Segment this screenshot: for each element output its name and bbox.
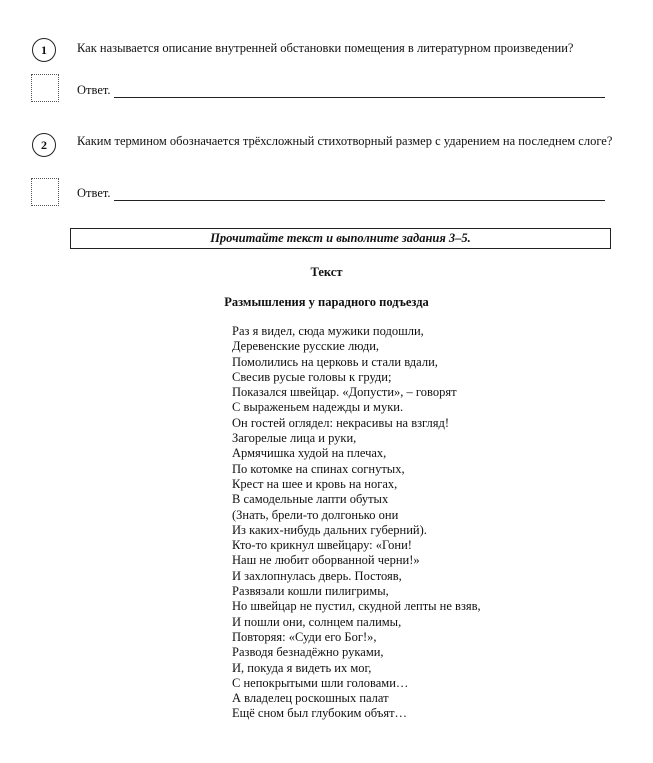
answer-row-2 (77, 186, 605, 201)
task-number-label: 2 (41, 137, 47, 152)
answer-label: Ответ. (77, 186, 111, 200)
poem-line: В самодельные лапти обутых (232, 492, 389, 507)
poem-line: Наш не любит оборванной черни!» (232, 553, 420, 568)
text-heading: Текст (310, 265, 343, 279)
poem-line: Показался швейцар. «Допусти», – говорят (232, 385, 457, 400)
poem-line: Ещё сном был глубоким объят… (232, 706, 408, 721)
poem-line: По котомке на спинах согнутых, (232, 461, 405, 476)
poem-line: Повторяя: «Суди его Бог!», (232, 629, 377, 644)
task-1-question: Как называется описание внутренней обстановки помещения в литературном произведении? (77, 41, 574, 55)
poem-line: Раз я видел, сюда мужики подошли, (232, 324, 424, 338)
poem-line: И, покуда я видеть их мог, (232, 660, 372, 675)
poem-line: Помолились на церковь и стали вдали, (232, 354, 438, 369)
answer-line-1[interactable] (114, 86, 605, 98)
task-number-2 (32, 133, 56, 157)
poem-line: Из каких-нибудь дальних губерний). (232, 522, 427, 537)
poem-line: Он гостей оглядел: некрасивы на взгляд! (232, 415, 450, 430)
answer-label: Ответ. (77, 83, 111, 97)
poem-line: Разводя безнадёжно руками, (232, 645, 384, 660)
task-number-label: 1 (41, 42, 47, 57)
poem-line: Кто-то крикнул швейцару: «Гони! (232, 538, 412, 553)
poem-line: Загорелые лица и руки, (232, 431, 357, 446)
poem-line: И пошли они, солнцем палимы, (232, 614, 402, 629)
poem-text (232, 324, 481, 722)
answer-box-1[interactable] (31, 74, 59, 102)
poem-line: Свесив русые головы к груди; (232, 369, 392, 384)
task-number-1 (32, 38, 56, 62)
poem-line: С выраженьем надежды и муки. (232, 400, 404, 415)
poem-line: Крест на шее и кровь на ногах, (232, 476, 398, 491)
poem-line: Армячишка худой на плечах, (232, 446, 387, 461)
poem-line: А владелец роскошных палат (232, 691, 389, 706)
poem-line: (Знать, брели-то долгонько они (232, 507, 399, 522)
poem-line: С непокрытыми шли головами… (232, 675, 409, 690)
poem-line: И захлопнулась дверь. Постояв, (232, 568, 402, 583)
poem-title: Размышления у парадного подъезда (224, 295, 429, 309)
instruction-box: Прочитайте текст и выполните задания 3–5. (70, 228, 611, 249)
answer-row-1 (77, 83, 605, 98)
answer-line-2[interactable] (114, 189, 605, 201)
answer-box-2[interactable] (31, 178, 59, 206)
task-2-question: Каким термином обозначается трёхсложный стихотворный размер с ударением на последнем слоге? (77, 134, 613, 148)
poem-line: Деревенские русские люди, (232, 339, 380, 354)
poem-line: Развязали кошли пилигримы, (232, 584, 389, 599)
poem-line: Но швейцар не пустил, скудной лепты не взяв, (232, 599, 481, 614)
